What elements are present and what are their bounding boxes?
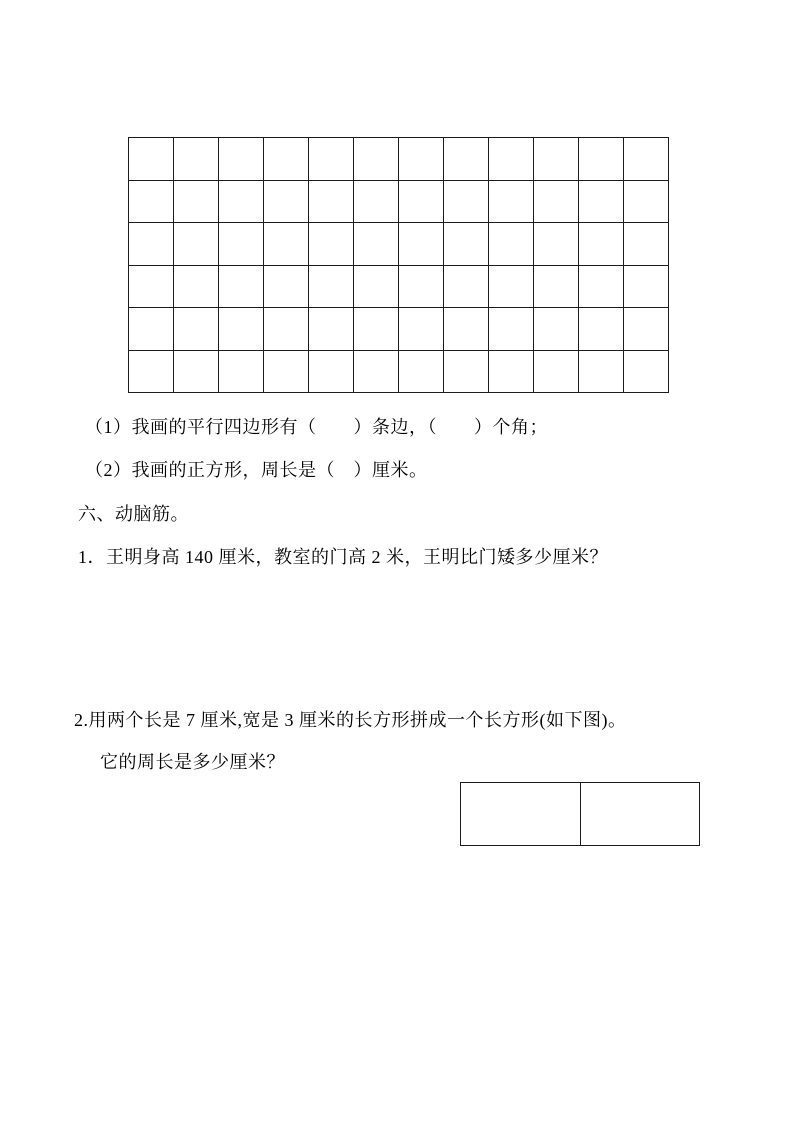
- grid-cell: [309, 308, 354, 351]
- grid-cell: [444, 181, 489, 224]
- grid-cell: [534, 351, 579, 394]
- grid-cell: [264, 138, 309, 181]
- grid-cell: [534, 138, 579, 181]
- question-1: 1．王明身高 140 厘米，教室的门高 2 米，王明比门矮多少厘米？: [78, 547, 608, 567]
- grid-cell: [309, 266, 354, 309]
- grid-cell: [219, 181, 264, 224]
- grid-cell: [354, 266, 399, 309]
- grid-cell: [264, 308, 309, 351]
- grid-cell: [264, 351, 309, 394]
- grid-cell: [129, 308, 174, 351]
- grid-cell: [219, 351, 264, 394]
- grid-cell: [129, 138, 174, 181]
- grid-cell: [489, 181, 534, 224]
- grid-cell: [399, 351, 444, 394]
- grid-cell: [444, 138, 489, 181]
- grid-cell: [489, 138, 534, 181]
- grid-cell: [309, 351, 354, 394]
- grid-cell: [579, 351, 624, 394]
- grid-cell: [219, 138, 264, 181]
- grid-cell: [174, 138, 219, 181]
- grid-cell: [399, 138, 444, 181]
- grid-cell: [399, 308, 444, 351]
- grid-cell: [129, 181, 174, 224]
- fill-blank-question-1: （1）我画的平行四边形有（ ）条边，（ ）个角；: [85, 417, 548, 437]
- grid-cell: [399, 181, 444, 224]
- grid-cell: [129, 351, 174, 394]
- grid-cell: [174, 266, 219, 309]
- grid-cell: [444, 223, 489, 266]
- grid-cell: [579, 181, 624, 224]
- question-2-line-2: 它的周长是多少厘米？: [100, 752, 285, 772]
- grid-cell: [309, 138, 354, 181]
- grid-cell: [309, 181, 354, 224]
- combined-rectangle-figure: [460, 782, 700, 846]
- grid-cell: [624, 181, 669, 224]
- grid-cell: [354, 181, 399, 224]
- grid-cell: [174, 308, 219, 351]
- question-2-line-1: 2.用两个长是 7 厘米,宽是 3 厘米的长方形拼成一个长方形(如下图)。: [74, 710, 627, 730]
- grid-cell: [534, 181, 579, 224]
- section-title: 六、动脑筋。: [78, 504, 189, 524]
- figure-right-rectangle: [581, 783, 700, 845]
- grid-cell: [534, 308, 579, 351]
- grid-cell: [219, 308, 264, 351]
- grid-cell: [624, 266, 669, 309]
- grid-cell: [174, 181, 219, 224]
- grid-cell: [174, 223, 219, 266]
- grid-cell: [624, 223, 669, 266]
- grid-cell: [489, 351, 534, 394]
- grid-cell: [399, 223, 444, 266]
- grid-cell: [354, 351, 399, 394]
- grid-cell: [129, 223, 174, 266]
- grid-cell: [489, 308, 534, 351]
- drawing-grid: [128, 137, 669, 393]
- grid-cell: [264, 266, 309, 309]
- grid-cell: [579, 308, 624, 351]
- grid-cell: [624, 308, 669, 351]
- grid-cell: [624, 351, 669, 394]
- grid-cell: [579, 223, 624, 266]
- grid-cell: [489, 266, 534, 309]
- grid-cell: [444, 308, 489, 351]
- grid-cell: [444, 351, 489, 394]
- grid-cell: [579, 138, 624, 181]
- grid-cell: [534, 223, 579, 266]
- grid-cell: [354, 138, 399, 181]
- grid-cell: [579, 266, 624, 309]
- grid-cell: [354, 223, 399, 266]
- grid-cell: [354, 308, 399, 351]
- grid-cell: [534, 266, 579, 309]
- grid-cell: [309, 223, 354, 266]
- grid-cell: [219, 223, 264, 266]
- grid-cell: [489, 223, 534, 266]
- grid-cell: [219, 266, 264, 309]
- grid-cell: [399, 266, 444, 309]
- figure-left-rectangle: [461, 783, 581, 845]
- grid-cell: [444, 266, 489, 309]
- fill-blank-question-2: （2）我画的正方形，周长是（ ）厘米。: [85, 460, 428, 480]
- grid-cell: [264, 223, 309, 266]
- grid-cell: [174, 351, 219, 394]
- grid-cell: [264, 181, 309, 224]
- grid-cell: [624, 138, 669, 181]
- grid-cell: [129, 266, 174, 309]
